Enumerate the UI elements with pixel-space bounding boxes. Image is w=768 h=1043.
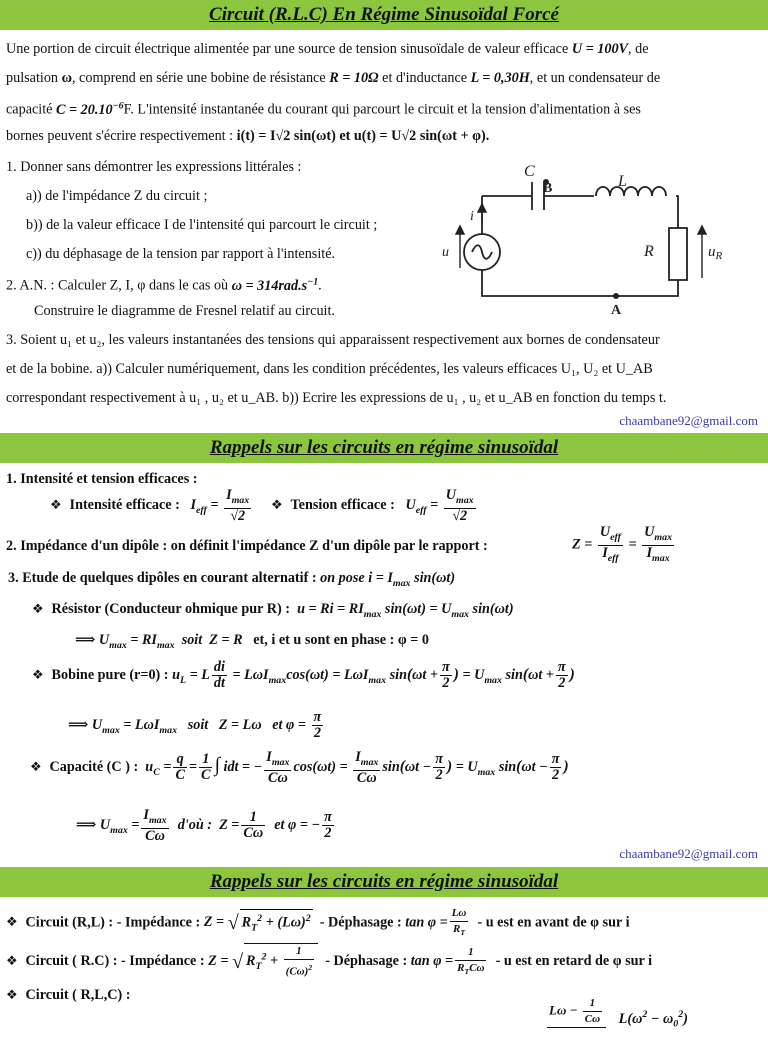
bullet-icon: ❖ [32, 601, 44, 616]
intro-line-2 [6, 69, 660, 87]
capacitance-value [56, 102, 124, 118]
omega-exponent: −1 [307, 276, 319, 287]
rc-dephasage-label: - Déphasage : [325, 953, 408, 970]
heading-dipoles-pose: on pose i = I [320, 570, 393, 586]
impedance-formula: Z = $\frac{U_{eff}}{I_{eff}}$ = $\frac{U_{max}}{I_{max}}$ [572, 524, 673, 564]
question-1a: a)) de l'impédance Z du circuit ; [26, 188, 208, 204]
omega-symbol: ω [61, 70, 72, 86]
intro-text: , comprend en série une bobine de résistance [71, 70, 326, 86]
bullet-icon: ❖ [6, 914, 18, 930]
node-a-dot [613, 293, 619, 299]
label-ur [708, 244, 723, 262]
current-voltage-expressions: i(t) = I√2 sin(ωt) et u(t) = U√2 sin(ωt + φ). [236, 128, 490, 144]
intro-text: bornes peuvent s'écrire respectivement : [6, 128, 234, 144]
heading-efficaces: 1. Intensité et tension efficaces : [6, 471, 198, 487]
author-email: chaambane92@gmail.com [619, 413, 758, 428]
rc-label: Circuit ( R.C) : [25, 953, 118, 970]
resistor-label: Résistor (Conducteur ohmique pur R) : [51, 601, 290, 617]
intro-text: et d'inductance [382, 70, 468, 86]
rlc-label: Circuit ( R,L,C) : [25, 987, 131, 1003]
rlc-circuit-diagram [436, 156, 766, 316]
intro-line-1 [6, 40, 649, 58]
capa-line: ❖ Capacité (C ) : $u_C$ = $\frac{q}{C}$ = $\frac{1}{C}$ ∫ idt = − $\frac{I_{max}}{C\omega}$ cos(ωt) = $\frac{I_{max}}{C\omega}$ sin(ωt − $\frac{\pi}{2}$ ) = $U_{max}$ sin(ωt − $\frac{\pi}{2}$ ) [30, 749, 569, 786]
circuit-rc-line: ❖ Circuit ( R.C) : - Impédance : Z = √ $R_T^2$ + $\frac{1}{(C\omega)^2}$ - Déphasage : tan φ = $\frac{1}{R_TC\omega}$ - u est en retard de φ sur i [6, 945, 653, 978]
intro-line-4 [6, 127, 489, 145]
bullet-icon: ❖ [6, 987, 18, 1002]
capa-label: Capacité (C ) : [49, 759, 139, 776]
resistor-line: ❖ Résistor (Conducteur ohmique pur R) : $u = Ri = RI_{max}$ $\sin(\omega t) = U_{max}$ sin(ωt) [32, 601, 514, 620]
capa-result: ⟹ $U_{max}$ = $\frac{I_{max}}{C\omega}$ d'où : Z = $\frac{1}{C\omega}$ et φ = − $\frac{\pi}{2}$ [76, 807, 332, 844]
bobine-label: Bobine pure (r=0) : [51, 666, 169, 683]
question-1c: c)) du déphasage de la tension par rapport à l'intensité. [26, 246, 336, 262]
label-ur-letter: u [708, 244, 716, 260]
ueff-label: Tension efficace : [290, 497, 395, 514]
bobine-line: ❖ Bobine pure (r=0) : $u_L = L$ $\frac{di}{dt}$ = LωI$_{max}$cos(ωt) = LωI$_{max}$ sin(ωt + $\frac{\pi}{2}$ ) = $U_{max}$ sin(ωt + $\frac{\pi}{2}$ ) [32, 659, 575, 691]
question-1: 1. Donner sans démontrer les expressions littérales : [6, 159, 302, 175]
rl-note: - u est en avant de φ sur i [477, 914, 630, 931]
rc-note: - u est en retard de φ sur i [495, 953, 653, 970]
circuit-rl-line: ❖ Circuit (R,L) : - Impédance : Z = √ $R_T^2 + (L\omega)^2$ - Déphasage : tan φ = $\frac{L\omega}{R_T}$ - u est en avant de φ sur i [6, 907, 630, 938]
resistance-value: R = 10Ω [329, 70, 379, 86]
rc-impedance-label: - Impédance : [121, 953, 205, 970]
resistor-phase: et, i et u sont en phase : φ = 0 [253, 632, 429, 648]
bullet-icon: ❖ [50, 497, 62, 513]
bullet-icon: ❖ [30, 759, 42, 775]
omega-number: ω = 314rad.s [231, 277, 308, 294]
author-email-2: chaambane92@gmail.com [619, 846, 758, 861]
question-3-line-2: et de la bobine. a)) Calculer numériquement, dans les condition précédentes, les valeurs efficaces U₁, U₂ et U_AB [6, 361, 653, 377]
intro-text: Une portion de circuit électrique alimentée par une source de tension sinusoïdale de valeur efficace [6, 41, 569, 57]
label-a: A [611, 303, 622, 316]
bullet-icon: ❖ [270, 497, 283, 513]
section-banner-2: Rappels sur les circuits en régime sinusoïdal [0, 867, 768, 897]
bullet-icon: ❖ [6, 953, 18, 969]
intro-text: F. L'intensité instantanée du courant qui parcourt le circuit et la tension d'alimentation à ses [123, 101, 641, 118]
voltage-value: U = 100V [571, 41, 628, 57]
intro-line-3 [6, 97, 641, 119]
ieff-label: Intensité efficace : [69, 497, 180, 514]
label-ur-subscript: R [715, 250, 723, 262]
page-title: Circuit (R.L.C) En Régime Sinusoïdal Forcé [0, 0, 768, 30]
question-1b: b)) de la valeur efficace I de l'intensité qui parcourt le circuit ; [26, 217, 378, 233]
circuit-rlc-line [6, 986, 131, 1004]
heading-impedance: 2. Impédance d'un dipôle : on définit l'impédance Z d'un dipôle par le rapport : [6, 538, 488, 554]
bullet-icon: ❖ [32, 666, 44, 682]
capacitance-mantissa: C = 20.10 [56, 101, 113, 118]
dou-text: d'où : [177, 817, 212, 834]
label-r: R [644, 243, 654, 260]
rlc-tan-formula: Lω − $\frac{1}{C\omega}$ $L(\omega^2 - \omega_0^2)$ [549, 997, 688, 1030]
intro-text: pulsation [6, 70, 59, 86]
section-banner: Rappels sur les circuits en régime sinusoïdal [0, 433, 768, 463]
inductance-value: L = 0,30H [470, 70, 530, 86]
label-b: B [543, 181, 553, 196]
rl-label: Circuit (R,L) : [25, 914, 114, 931]
label-u: u [442, 245, 449, 260]
rl-impedance-label: - Impédance : [116, 914, 201, 931]
heading-dipoles: 3. Etude de quelques dipôles en courant alternatif : on pose $i = I_{max}$ sin(ωt) [8, 570, 456, 589]
resistor-result: ⟹ $U_{max} = RI_{max}$ soit Z = R et, i et u sont en phase : φ = 0 [75, 632, 429, 651]
label-c: C [524, 163, 535, 180]
bobine-result: ⟹ $U_{max} = L\omega I_{max}$ soit Z = Lω et φ = $\frac{\pi}{2}$ [68, 709, 322, 741]
question-3-line-1: 3. Soient u₁ et u₂, les valeurs instantanées des tensions qui apparaissent respectivement aux bornes de condensateur [6, 332, 660, 348]
question-2-fresnel: Construire le diagramme de Fresnel relatif au circuit. [34, 303, 335, 319]
question-2 [6, 273, 322, 295]
rl-dephasage-label: - Déphasage : [319, 914, 402, 931]
capacitance-exponent: −6 [112, 100, 124, 111]
question-2-text: . [318, 277, 322, 294]
question-3-line-3: correspondant respectivement à u₁ , u₂ et u_AB. b)) Ecrire les expressions de u₁ , u₂ et u_AB en fonction du temps t. [6, 390, 667, 406]
label-i: i [470, 209, 474, 224]
label-l: L [618, 173, 627, 190]
question-2-text: 2. A.N. : Calculer Z, I, φ dans le cas où [6, 277, 229, 294]
efficace-formulas: ❖ Intensité efficace : $I_{eff}$ = $\frac{I_{max}}{√2}$ ❖ Tension efficace : $U_{eff}$ = $\frac{U_{max}}{√2}$ [50, 487, 474, 524]
intro-text: capacité [6, 101, 53, 118]
heading-dipoles-text: 3. Etude de quelques dipôles en courant alternatif : [8, 570, 317, 586]
omega-value [232, 278, 318, 294]
intro-text: , de [628, 41, 649, 57]
intro-text: , et un condensateur de [529, 70, 661, 86]
resistor-equation: u = Ri = RI [297, 601, 364, 617]
